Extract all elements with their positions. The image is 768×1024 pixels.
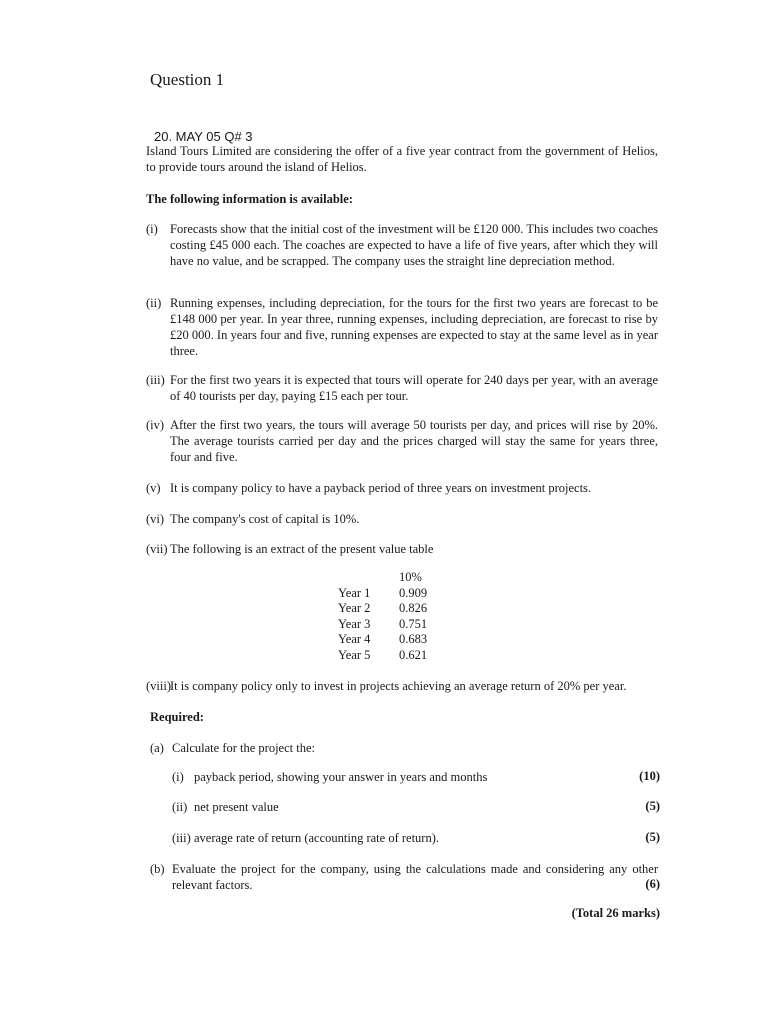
year-cell: Year 2 — [338, 601, 371, 615]
year-cell: Year 5 — [338, 647, 371, 662]
item-number: (ii) — [146, 296, 162, 310]
item-text: The company's cost of capital is 10%. — [170, 512, 360, 526]
factor-cell: 0.826 — [399, 601, 428, 615]
present-value-table — [338, 570, 427, 663]
part-a-sub-iii-text: average rate of return (accounting rate of return). — [194, 831, 440, 845]
item-text: Forecasts show that the initial cost of the investment will be £120 000. This includes two coaches costing £45 000 each. The coaches are expected to have a life of five years, after which they will have no value, and be scrapped. The company uses the straight line depreciation method. — [170, 222, 658, 268]
intro-paragraph: Island Tours Limited are considering the offer of a five year contract from the government of Helios, to provide tours around the island of Helios. — [146, 144, 658, 174]
marks-sub-ii: (5) — [645, 799, 660, 813]
info-item-viii — [146, 678, 658, 694]
info-item-vi — [146, 511, 658, 527]
item-text: The following is an extract of the present value table — [170, 542, 434, 556]
item-text: Running expenses, including depreciation, for the tours for the first two years are forecast to be £148 000 per year. In year three, running expenses, including depreciation, are forecast to rise by £20 000. In years four and five, running expenses are expected to stay at the same level as in year three. — [170, 296, 658, 358]
item-text: After the first two years, the tours will average 50 tourists per day, and prices will rise by 20%. The average tourists carried per day and the prices charged will stay the same for years three, four and five. — [170, 418, 658, 464]
table-row — [338, 601, 427, 617]
part-a-sub-i-number: (i) — [172, 770, 184, 784]
info-item-vii — [146, 541, 658, 557]
info-item-ii — [146, 295, 658, 359]
item-text: It is company policy only to invest in projects achieving an average return of 20% per year. — [170, 679, 627, 693]
info-heading: The following information is available: — [146, 192, 353, 206]
item-number: (i) — [146, 222, 158, 236]
question-title: Question 1 — [150, 70, 225, 89]
factor-cell: 0.683 — [399, 632, 428, 646]
table-header-row — [338, 570, 427, 586]
item-text: It is company policy to have a payback period of three years on investment projects. — [170, 481, 592, 495]
table-row — [338, 586, 427, 602]
item-number: (v) — [146, 481, 161, 495]
info-item-iv — [146, 417, 658, 465]
factor-cell: 0.909 — [399, 585, 428, 600]
part-a-sub-ii-number: (ii) — [172, 800, 188, 814]
marks-part-b: (6) — [645, 877, 660, 891]
part-a-sub-i-text: payback period, showing your answer in years and months — [194, 770, 488, 784]
part-b-text: Evaluate the project for the company, using the calculations made and considering any other relevant factors. — [172, 862, 658, 892]
part-a-text: Calculate for the project the: — [172, 741, 315, 755]
info-item-iii — [146, 372, 658, 404]
marks-sub-iii: (5) — [645, 830, 660, 844]
info-item-v — [146, 480, 658, 496]
marks-sub-i: (10) — [639, 769, 660, 783]
factor-cell: 0.621 — [399, 647, 428, 662]
total-marks: (Total 26 marks) — [571, 906, 660, 920]
required-heading: Required: — [150, 710, 204, 724]
year-cell: Year 1 — [338, 585, 371, 600]
part-b-number: (b) — [150, 862, 165, 876]
part-a-sub-ii-text: net present value — [194, 800, 279, 814]
rate-header: 10% — [399, 570, 422, 584]
item-number: (iii) — [146, 373, 165, 387]
info-item-i — [146, 221, 658, 269]
factor-cell: 0.751 — [399, 616, 428, 631]
part-a-number: (a) — [150, 741, 164, 755]
item-number: (vi) — [146, 512, 165, 526]
year-cell: Year 4 — [338, 632, 371, 646]
item-number: (viii) — [146, 679, 171, 693]
part-a-sub-iii-number: (iii) — [172, 831, 191, 845]
item-number: (vii) — [146, 542, 168, 556]
item-text: For the first two years it is expected that tours will operate for 240 days per year, with an average of 40 tourists per day, paying £15 each per tour. — [170, 373, 658, 403]
table-row — [338, 617, 427, 633]
item-number: (iv) — [146, 418, 165, 432]
year-cell: Year 3 — [338, 616, 371, 631]
question-header: 20. MAY 05 Q# 3 — [154, 129, 253, 144]
table-row — [338, 632, 427, 648]
table-row — [338, 648, 427, 664]
